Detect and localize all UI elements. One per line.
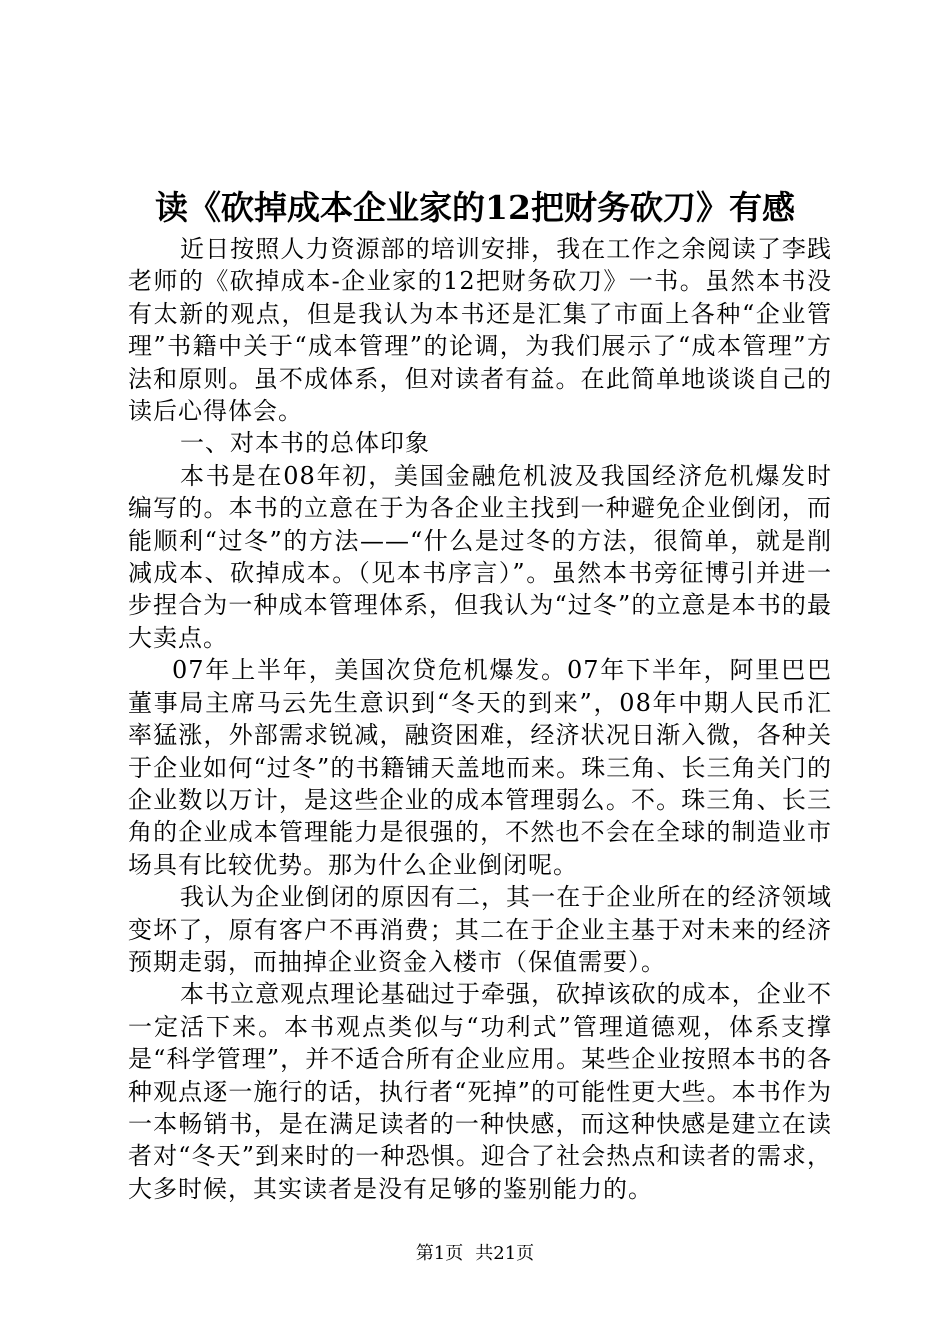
paragraph-background: 07年上半年，美国次贷危机爆发。07年下半年，阿里巴巴董事局主席马云先生意识到“冬天的到来”，08年中期人民币汇率猛涨，外部需求锐减，融资困难，经济状况日渐入微，各种关于企业如何“过冬”的书籍铺天盖地而来。珠三角、长三角关门的企业数以万计，是这些企业的成本管理弱么。不。珠三角、长三角的企业成本管理能力是很强的，不然也不会在全球的制造业市场具有比较优势。那为什么企业倒闭呢。 [128, 656, 832, 879]
document-title: 读《砍掉成本企业家的12把财务砍刀》有感 [155, 188, 795, 227]
section-heading: 一、对本书的总体印象 [180, 429, 430, 458]
paragraph-intro: 近日按照人力资源部的培训安排，我在工作之余阅读了李践老师的《砍掉成本-企业家的12把财务砍刀》一书。虽然本书没有太新的观点，但是我认为本书还是汇集了市面上各种“企业管理”书籍中关于“成本管理”的论调，为我们展示了“成本管理”方法和原则。虽不成体系，但对读者有益。在此简单地谈谈自己的读后心得体会。 [128, 235, 832, 426]
page-number: 第1页 [415, 1243, 464, 1264]
document-body [128, 233, 832, 1205]
page-footer [0, 1241, 950, 1267]
page-total: 共21页 [475, 1243, 535, 1264]
paragraph-critique: 本书立意观点理论基础过于牵强，砍掉该砍的成本，企业不一定活下来。本书观点类似与“功利式”管理道德观，体系支撑是“科学管理”，并不适合所有企业应用。某些企业按照本书的各种观点逐一施行的话，执行者“死掉”的可能性更大些。本书作为一本畅销书，是在满足读者的一种快感，而这种快感是建立在读者对“冬天”到来时的一种恐惧。迎合了社会热点和读者的需求，大多时候，其实读者是没有足够的鉴别能力的。 [128, 980, 832, 1203]
paragraph-impression: 本书是在08年初，美国金融危机波及我国经济危机爆发时编写的。本书的立意在于为各企业主找到一种避免企业倒闭，而能顺利“过冬”的方法——“什么是过冬的方法，很简单，就是削减成本、砍掉成本。（见本书序言）”。虽然本书旁征博引并进一步捏合为一种成本管理体系，但我认为“过冬”的立意是本书的最大卖点。 [128, 461, 832, 652]
paragraph-reasons: 我认为企业倒闭的原因有二，其一在于企业所在的经济领域变坏了，原有客户不再消费；其二在于企业主基于对未来的经济预期走弱，而抽掉企业资金入楼市（保值需要）。 [128, 883, 832, 976]
